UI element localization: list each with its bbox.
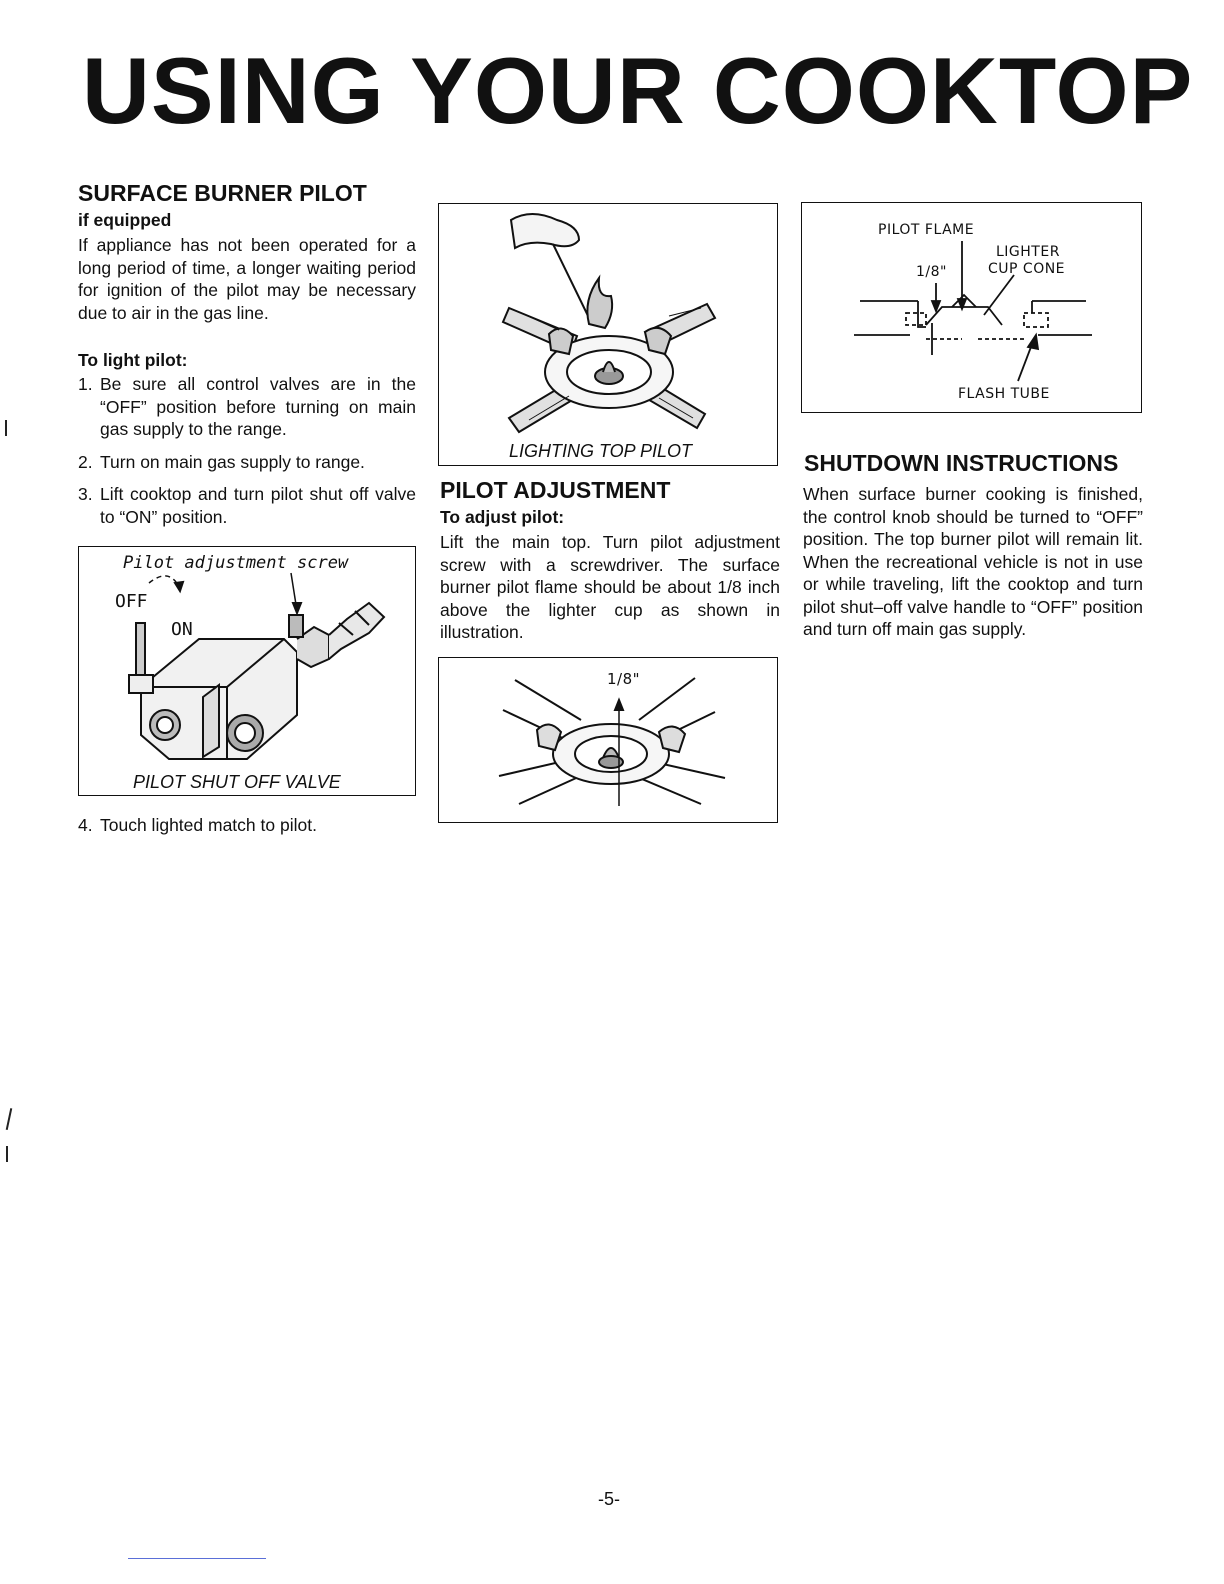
burner-flame-height-figure (438, 657, 778, 823)
step-1 (78, 373, 416, 441)
step-4 (78, 814, 416, 837)
eighth-inch-label: 1/8" (916, 264, 947, 280)
margin-mark (5, 420, 7, 436)
footer-rule (128, 1558, 266, 1559)
step-text: Be sure all control valves are in the “OFF” position before turning on main gas supply to the range. (100, 374, 416, 439)
step-2 (78, 451, 416, 474)
pilot-adjustment-paragraph: Lift the main top. Turn pilot adjustment screw with a screwdriver. The surface burner pilot flame should be about 1/8 inch above the lighter cup as shown in illustration. (440, 532, 780, 642)
shutdown-heading: SHUTDOWN INSTRUCTIONS (804, 450, 1119, 476)
step-number: 1. (78, 374, 93, 394)
cup-cone-label: CUP CONE (988, 261, 1066, 277)
surface-burner-pilot-heading: SURFACE BURNER PILOT (78, 180, 367, 206)
pilot-adjustment-screw-label: Pilot adjustment screw (123, 553, 349, 573)
pilot-shut-off-valve-figure (78, 546, 416, 796)
flash-tube-label: FLASH TUBE (958, 386, 1050, 402)
pilot-adjustment-heading: PILOT ADJUSTMENT (440, 477, 671, 503)
step-3 (78, 483, 416, 528)
light-pilot-step-4-list (78, 814, 416, 837)
on-label: ON (171, 619, 193, 640)
pilot-flame-label: PILOT FLAME (878, 222, 975, 238)
eighth-inch-label: 1/8" (607, 670, 641, 688)
step-number: 2. (78, 451, 93, 472)
off-label: OFF (115, 591, 148, 612)
pilot-flame-figure (801, 202, 1142, 413)
margin-mark (6, 1146, 8, 1162)
page-number: -5- (598, 1489, 620, 1509)
step-number: 3. (78, 484, 93, 504)
light-pilot-steps (78, 373, 416, 528)
to-light-pilot-heading: To light pilot: (78, 350, 188, 370)
step-number: 4. (78, 815, 93, 835)
lighter-label: LIGHTER (996, 244, 1060, 260)
if-equipped-subheading: if equipped (78, 210, 172, 230)
valve-caption: PILOT SHUT OFF VALVE (133, 772, 341, 792)
lighting-illustration (439, 204, 779, 467)
valve-illustration (79, 547, 417, 797)
pilot-intro-paragraph: If appliance has not been operated for a long period of time, a longer waiting period for ignition of the pilot may be necessary due to air in the gas line. (78, 235, 416, 323)
step-text: Lift cooktop and turn pilot shut off valve to “ON” position. (100, 484, 416, 527)
page-title: USING YOUR COOKTOP (82, 38, 1194, 143)
lighting-caption: LIGHTING TOP PILOT (509, 441, 693, 461)
shutdown-paragraph: When surface burner cooking is finished, the control knob should be turned to “OFF” position. The top burner pilot will remain lit. When the recreational vehicle is not in use or while traveling, lift the cooktop and turn pilot shut–off valve handle to “OFF” position and turn off main gas supply. (803, 484, 1143, 639)
lighting-top-pilot-figure (438, 203, 778, 466)
margin-mark (6, 1108, 12, 1130)
to-adjust-pilot-subheading: To adjust pilot: (440, 507, 565, 527)
step-text: Touch lighted match to pilot. (100, 815, 317, 835)
step-text: Turn on main gas supply to range. (100, 451, 365, 472)
